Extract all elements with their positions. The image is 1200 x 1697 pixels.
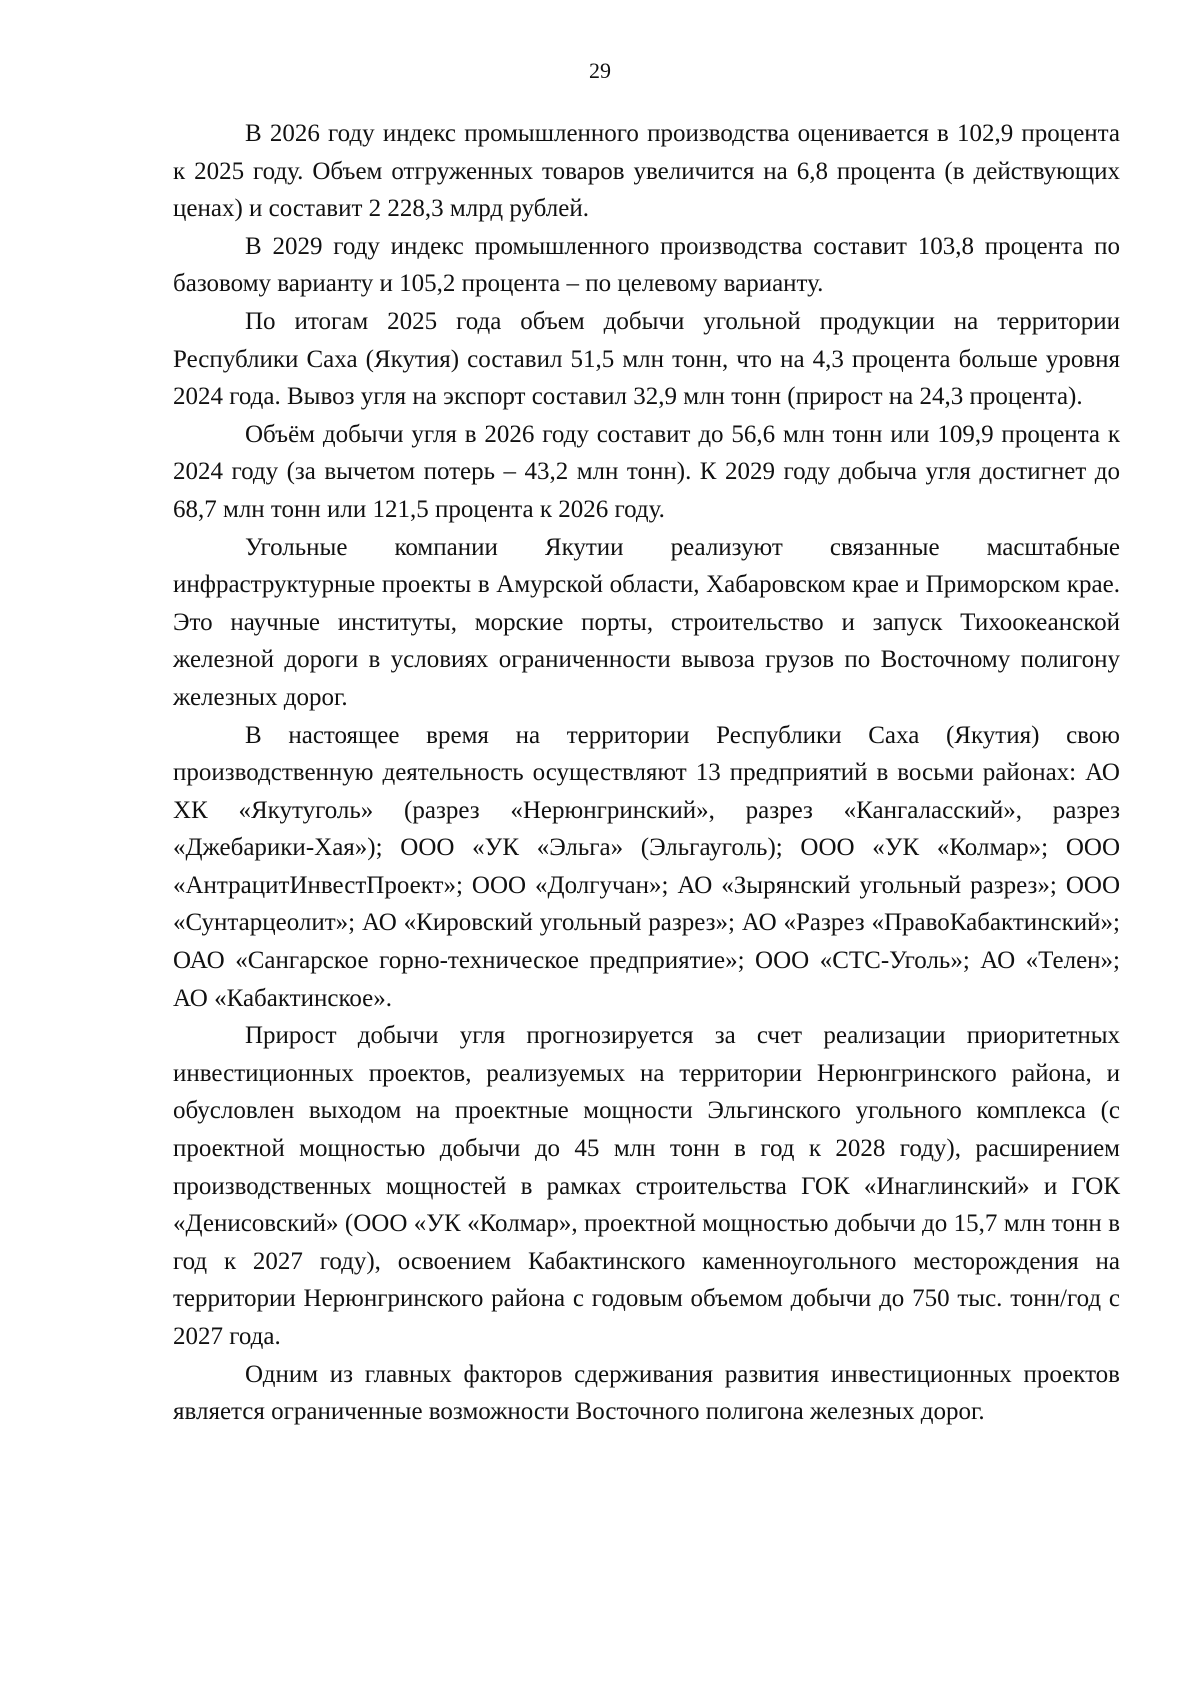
paragraph-coal-output-2025: По итогам 2025 года объем добычи угольной продукции на территории Республики Саха (Якутия) составил 51,5 млн тонн, что на 4,3 процента больше уровня 2024 года. Вывоз угля на экспорт составил 32,9 млн тонн (прирост на 24,3 процента). <box>173 307 1120 411</box>
paragraph-industrial-index-2029: В 2029 году индекс промышленного производства составит 103,8 процента по базовому варианту и 105,2 процента – по целевому варианту. <box>173 232 1120 298</box>
paragraph-constraints: Одним из главных факторов сдерживания развития инвестиционных проектов является ограниченные возможности Восточного полигона железных дорог. <box>173 1360 1120 1426</box>
paragraph-industrial-index-2026: В 2026 году индекс промышленного производства оценивается в 102,9 процента к 2025 году. Объем отгруженных товаров увеличится на 6,8 процента (в действующих ценах) и составит 2 228,3 млрд рублей. <box>173 120 1120 223</box>
paragraph-infrastructure-projects: Угольные компании Якутии реализуют связанные масштабные инфраструктурные проекты в Амурской области, Хабаровском крае и Приморском крае. Это научные институты, морские порты, строительство и запуск Тихоокеанской железной дороги в условиях ограниченности вывоза грузов по Восточному полигону железных дорог. <box>173 533 1120 711</box>
paragraph-production-growth: Прирост добычи угля прогнозируется за счет реализации приоритетных инвестиционных проектов, реализуемых на территории Нерюнгринского района, и обусловлен выходом на проектные мощности Эльгинского угольного комплекса (с проектной мощностью добычи до 45 млн тонн в год к 2028 году), расширением производственных мощностей в рамках строительства ГОК «Инаглинский» и ГОК «Денисовский» (ООО «УК «Колмар», проектной мощностью добычи до 15,7 млн тонн в год к 2027 году), освоением Кабактинского каменноугольного месторождения на территории Нерюнгринского района с годовым объемом добычи до 750 тыс. тонн/год с 2027 года. <box>173 1022 1120 1350</box>
page-number: 29 <box>589 58 611 83</box>
paragraph-coal-enterprises: В настоящее время на территории Республики Саха (Якутия) свою производственную деятельность осуществляют 13 предприятий в восьми районах: АО ХК «Якутуголь» (разрез «Нерюнгринский», разрез «Кангаласский», разрез «Джебарики-Хая»); ООО «УК «Эльга» (Эльгауголь); ООО «УК «Колмар»; ООО «АнтрацитИнвестПроект»; ООО «Долгучан»; АО «Зырянский угольный разрез»; ООО «Сунтарцеолит»; АО «Кировский угольный разрез»; АО «Разрез «ПравоКабактинский»; ОАО «Сангарское горно-техническое предприятие»; ООО «СТС-Уголь»; АО «Телен»; АО «Кабактинское». <box>173 721 1120 1012</box>
paragraph-coal-forecast: Объём добычи угля в 2026 году составит до 56,6 млн тонн или 109,9 процента к 2024 году (за вычетом потерь – 43,2 млн тонн). К 2029 году добыча угля достигнет до 68,7 млн тонн или 121,5 процента к 2026 году. <box>173 420 1120 523</box>
document-body <box>173 115 1120 1431</box>
